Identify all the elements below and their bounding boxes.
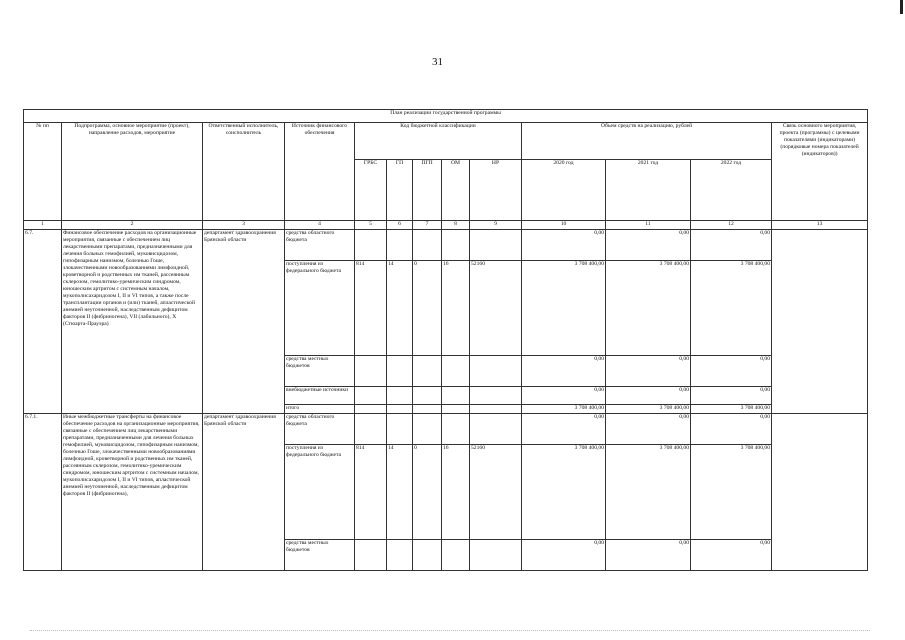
amount-2021-cell: 0,00 xyxy=(606,230,691,261)
source-cell: средства областного бюджета xyxy=(285,230,355,261)
amount-2021-cell: 3 708 400,00 xyxy=(606,445,691,540)
amount-2021-cell: 0,00 xyxy=(606,414,691,445)
header-nr: НР xyxy=(470,160,522,221)
executor-cell: департамент здравоохранения Брянской области xyxy=(203,230,285,414)
grbs-cell xyxy=(355,230,387,261)
header-executor: Ответственный исполнитель, соисполнитель xyxy=(203,123,285,221)
row-number-cell: 6.7.1. xyxy=(24,414,62,571)
source-cell: средства местных бюджетов xyxy=(285,356,355,387)
om-cell: 16 xyxy=(442,261,470,356)
header-om: ОМ xyxy=(442,160,470,221)
amount-2021-cell: 0,00 xyxy=(606,356,691,387)
nr-cell xyxy=(470,230,522,261)
pgp-cell: 0 xyxy=(413,445,442,540)
nr-cell: 52160 xyxy=(470,445,522,540)
column-number: 8 xyxy=(442,221,470,230)
column-number: 12 xyxy=(691,221,772,230)
pgp-cell xyxy=(413,387,442,405)
pgp-cell xyxy=(413,356,442,387)
column-number: 2 xyxy=(62,221,203,230)
pgp-cell xyxy=(413,405,442,414)
column-number: 1 xyxy=(24,221,62,230)
amount-2022-cell: 3 708 400,00 xyxy=(691,405,772,414)
amount-2020-cell: 0,00 xyxy=(522,414,606,445)
column-number: 3 xyxy=(203,221,285,230)
column-number: 5 xyxy=(355,221,387,230)
grbs-cell: 814 xyxy=(355,445,387,540)
nr-cell xyxy=(470,405,522,414)
header-grbs: ГРБС xyxy=(355,160,387,221)
header-source: Источник финансового обеспечения xyxy=(285,123,355,221)
grbs-cell: 814 xyxy=(355,261,387,356)
nr-cell xyxy=(470,540,522,571)
amount-2020-cell: 0,00 xyxy=(522,540,606,571)
source-cell: внебюджетные источники xyxy=(285,387,355,405)
nr-cell xyxy=(470,356,522,387)
om-cell: 16 xyxy=(442,445,470,540)
scan-edge-mark xyxy=(900,0,903,14)
executor-cell: департамент здравоохранения Брянской области xyxy=(203,414,285,571)
om-cell xyxy=(442,414,470,445)
header-2021: 2021 год xyxy=(606,160,691,221)
column-number-row xyxy=(24,221,868,230)
program-plan-table xyxy=(23,109,868,571)
source-cell: средства местных бюджетов xyxy=(285,540,355,571)
amount-2021-cell: 3 708 400,00 xyxy=(606,261,691,356)
om-cell xyxy=(442,387,470,405)
header-gp: ГП xyxy=(387,160,413,221)
grbs-cell xyxy=(355,387,387,405)
amount-2021-cell: 0,00 xyxy=(606,540,691,571)
header-funds: Объем средств на реализацию, рублей xyxy=(522,123,772,160)
header-pgp: ПГП xyxy=(413,160,442,221)
header-subprogram: Подпрограмма, основное мероприятие (проект), направление расходов, мероприятие xyxy=(62,123,203,221)
gp-cell xyxy=(387,356,413,387)
gp-cell xyxy=(387,387,413,405)
column-number: 13 xyxy=(772,221,868,230)
om-cell xyxy=(442,230,470,261)
table-row xyxy=(24,230,868,261)
column-number: 10 xyxy=(522,221,606,230)
amount-2020-cell: 0,00 xyxy=(522,230,606,261)
source-cell: поступления из федерального бюджета xyxy=(285,261,355,356)
table-row xyxy=(24,414,868,445)
header-no: № пп xyxy=(24,123,62,221)
om-cell xyxy=(442,540,470,571)
grbs-cell xyxy=(355,540,387,571)
header-link: Связь основного мероприятия, проекта (программы) с целевыми показателями (индикаторами) (порядковые номера показателей (индикаторов)) xyxy=(772,123,868,221)
gp-cell: 14 xyxy=(387,261,413,356)
source-cell: поступления из федерального бюджета xyxy=(285,445,355,540)
pgp-cell xyxy=(413,230,442,261)
gp-cell xyxy=(387,540,413,571)
amount-2022-cell: 0,00 xyxy=(691,414,772,445)
amount-2022-cell: 3 708 400,00 xyxy=(691,261,772,356)
grbs-cell xyxy=(355,405,387,414)
page-number: 31 xyxy=(432,56,443,68)
column-number: 7 xyxy=(413,221,442,230)
column-number: 9 xyxy=(470,221,522,230)
om-cell xyxy=(442,405,470,414)
pgp-cell xyxy=(413,414,442,445)
gp-cell xyxy=(387,405,413,414)
amount-2020-cell: 0,00 xyxy=(522,387,606,405)
description-cell: Финансовое обеспечение расходов на организационные мероприятия, связанные с обеспечением лиц лекарственными препаратами, предназначенными для лечения больных гемофилией, муковисцидозом, гипофизарным нанизмом, болезнью Гоше, злокачественными новообразованиями лимфоидной, кроветворной и родственных им тканей, рассеянным склерозом, гемолитико-уремическим синдромом, юношеским артритом с системным началом, мукополисахаридозом I, II и VI типов, а также после трансплантации органов и (или) тканей, апластической анемией неуточненной, наследственным дефицитом факторов II (фибриногена), VII (лабильного), X (Стюарта-Прауэра) xyxy=(62,230,203,414)
header-2022: 2022 год xyxy=(691,160,772,221)
gp-cell xyxy=(387,414,413,445)
source-cell: итого xyxy=(285,405,355,414)
gp-cell: 14 xyxy=(387,445,413,540)
grbs-cell xyxy=(355,356,387,387)
pgp-cell: 0 xyxy=(413,261,442,356)
amount-2020-cell: 3 708 400,00 xyxy=(522,445,606,540)
header-2020: 2020 год xyxy=(522,160,606,221)
om-cell xyxy=(442,356,470,387)
scan-bottom-dots xyxy=(30,630,870,635)
amount-2020-cell: 3 708 400,00 xyxy=(522,261,606,356)
source-cell: средства областного бюджета xyxy=(285,414,355,445)
amount-2022-cell: 0,00 xyxy=(691,540,772,571)
amount-2021-cell: 3 708 400,00 xyxy=(606,405,691,414)
amount-2022-cell: 0,00 xyxy=(691,356,772,387)
nr-cell: 52160 xyxy=(470,261,522,356)
nr-cell xyxy=(470,414,522,445)
column-number: 11 xyxy=(606,221,691,230)
amount-2022-cell: 0,00 xyxy=(691,387,772,405)
table-title: План реализации государственной программы xyxy=(24,110,868,123)
column-number: 4 xyxy=(285,221,355,230)
pgp-cell xyxy=(413,540,442,571)
amount-2020-cell: 0,00 xyxy=(522,356,606,387)
nr-cell xyxy=(470,387,522,405)
indicator-link-cell xyxy=(772,414,868,571)
amount-2022-cell: 0,00 xyxy=(691,230,772,261)
gp-cell xyxy=(387,230,413,261)
indicator-link-cell xyxy=(772,230,868,414)
row-number-cell: 6.7. xyxy=(24,230,62,414)
description-cell: Иные межбюджетные трансферты на финансовое обеспечение расходов на организационные мероприятия, связанные с обеспечением лиц лекарственными препаратами, предназначенными для лечения больных гемофилией, муковисцидозом, гипофизарным нанизмом, болезнью Гоше, злокачественными новообразованиями лимфоидной, кроветворной и родственных им тканей, рассеянным склерозом, гемолитико-уремическим синдромом, юношеским артритом с системным началом, мукополисахаридозом I, II и VI типов, апластической анемией неуточненной, наследственным дефицитом факторов II (фибриногена), xyxy=(62,414,203,571)
header-budget-code: Код бюджетной классификации xyxy=(355,123,522,160)
grbs-cell xyxy=(355,414,387,445)
amount-2022-cell: 3 708 400,00 xyxy=(691,445,772,540)
amount-2021-cell: 0,00 xyxy=(606,387,691,405)
amount-2020-cell: 3 708 400,00 xyxy=(522,405,606,414)
column-number: 6 xyxy=(387,221,413,230)
